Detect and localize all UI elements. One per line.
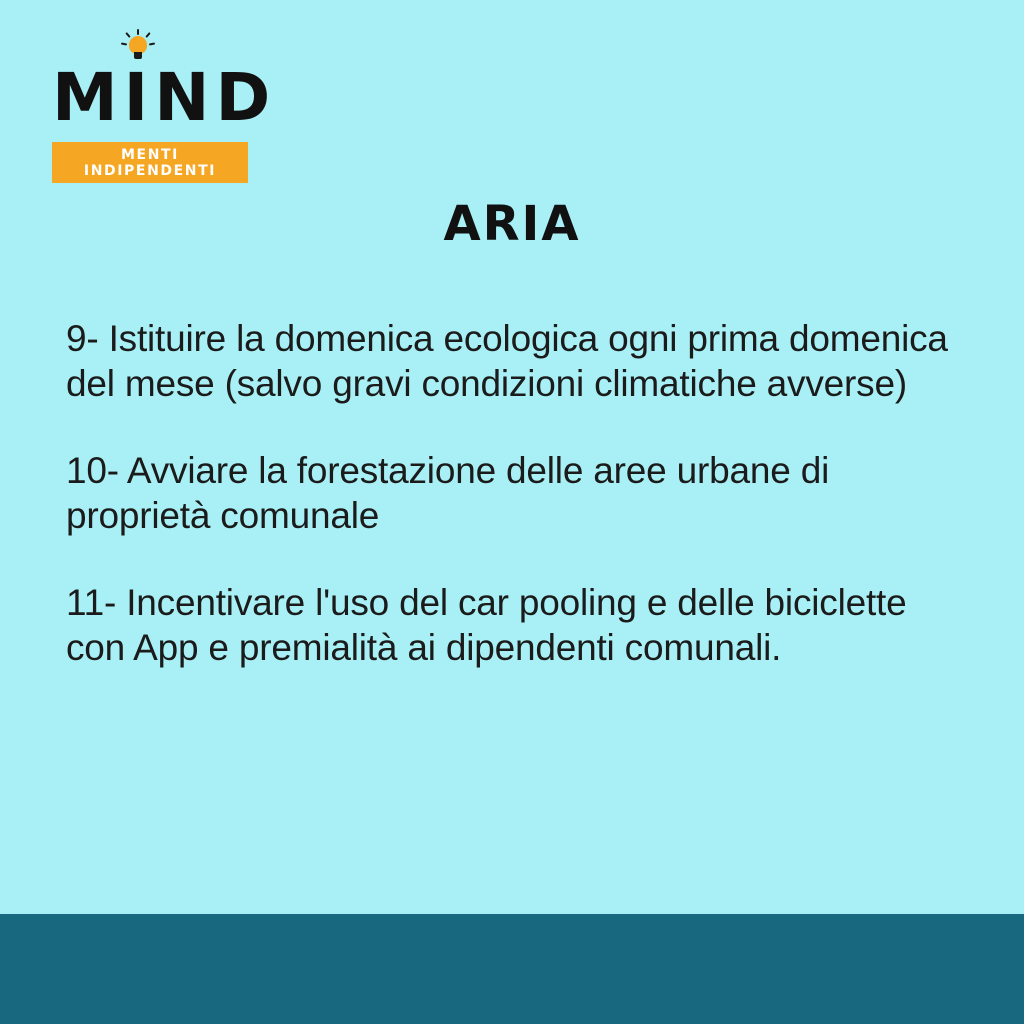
list-item: 9- Istituire la domenica ecologica ogni prima domenica del mese (salvo gravi condizioni climatiche avverse) [66,318,948,404]
logo-tagline: MENTI INDIPENDENTI [52,142,248,183]
list-item: 11- Incentivare l'uso del car pooling e delle biciclette con App e premialità ai dipendenti comunali. [66,582,907,668]
page-title: ARIA [443,196,581,252]
proposal-list [66,316,952,670]
brand-logo [52,28,352,183]
logo-wordmark: MIND [52,59,277,136]
lightbulb-icon [125,30,151,60]
list-item: 10- Avviare la forestazione delle aree urbane di proprietà comunale [66,450,830,536]
footer-bar [0,914,1024,1024]
logo-bulb-row [52,28,352,64]
